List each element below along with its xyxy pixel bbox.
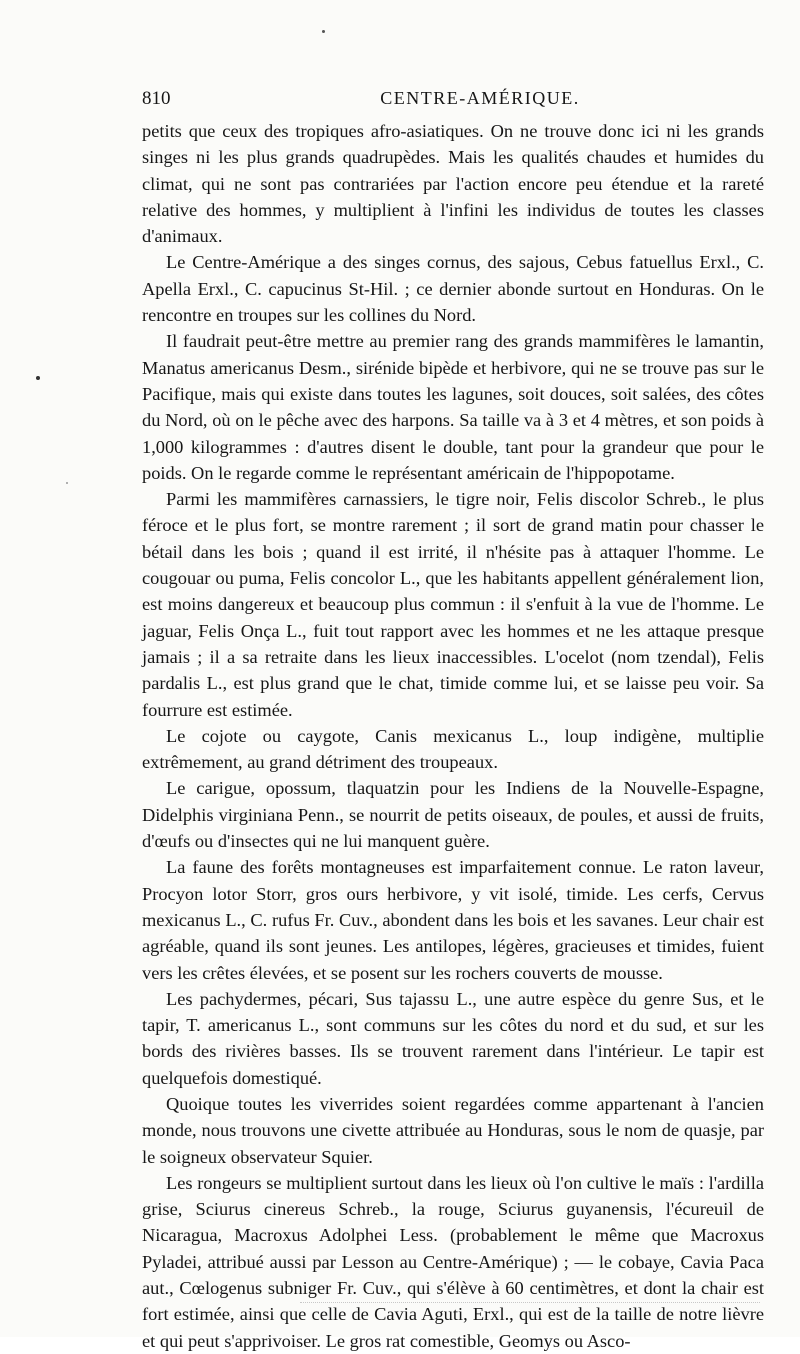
paragraph-viverrides: Quoique toutes les viverrides soient regardées comme appartenant à l'ancien monde, nous trouvons une civette attribuée au Honduras, sous le nom de quasje, par le soigneux observateur Squier. <box>142 1093 764 1167</box>
paragraph-carnassiers: Parmi les mammifères carnassiers, le tigre noir, Felis discolor Schreb., le plus féroce et le plus fort, se montre rarement ; il sort de grand matin pour chasser le bétail dans les bois ; quand il est irrité, il n'hésite pas à attaquer l'homme. Le cougouar ou puma, Felis concolor L., que les habitants appellent généralement lion, est moins dangereux et beaucoup plus commun : il s'enfuit à la vue de l'homme. Le jaguar, Felis Onça L., fuit tout rapport avec les hommes et ne les attaque presque jamais ; il a sa retraite dans les lieux inaccessibles. L'ocelot (nom tzendal), Felis pardalis L., est plus grand que le chat, timide comme lui, et se laisse peu voir. Sa fourrure est estimée. <box>142 489 764 720</box>
paragraph-carigue: Le carigue, opossum, tlaquatzin pour les Indiens de la Nouvelle-Espagne, Didelphis virginiana Penn., se nourrit de petits oiseaux, de poules, et aussi de fruits, d'œufs ou d'insectes qui ne lui manquent guère. <box>142 778 764 852</box>
paragraph-faune-forets: La faune des forêts montagneuses est imparfaitement connue. Le raton laveur, Procyon lotor Storr, gros ours herbivore, y vit isolé, timide. Les cerfs, Cervus mexicanus L., C. rufus Fr. Cuv., abondent dans les bois et les savanes. Leur chair est agréable, quand ils sont jeunes. Les antilopes, légères, gracieuses et timides, fuient vers les crêtes élevées, et se posent sur les rochers couverts de mousse. <box>142 857 764 983</box>
paragraph-rongeurs: Les rongeurs se multiplient surtout dans les lieux où l'on cultive le maïs : l'ardilla grise, Sciurus cinereus Schreb., la rouge, Sciurus guyanensis, l'écureuil de Nicaragua, Macroxus Adolphei Less. (probablement le même que Macroxus Pyladei, attribué aussi par Lesson au Centre-Amérique) ; — le cobaye, Cavia Paca aut., Cœlogenus subniger Fr. Cuv., qui s'élève à 60 centimètres, et dont la chair est fort estimée, ainsi que celle de Cavia Aguti, Erxl., qui est de la taille de notre lièvre et qui peut s'apprivoiser. Le gros rat comestible, Geomys ou Asco- <box>142 1172 764 1351</box>
print-speck <box>66 482 68 484</box>
running-title: CENTRE-AMÉRIQUE. <box>380 88 580 108</box>
page-header <box>142 88 762 114</box>
paragraph-cojote: Le cojote ou caygote, Canis mexicanus L., loup indigène, multiplie extrêmement, au grand détriment des troupeaux. <box>142 725 764 773</box>
print-speck <box>322 30 325 33</box>
paragraph-lamantin: Il faudrait peut-être mettre au premier rang des grands mammifères le lamantin, Manatus americanus Desm., sirénide bipède et herbivore, qui ne se trouve pas sur le Pacifique, mais qui existe dans toutes les lagunes, soit douces, soit salées, des côtes du Nord, où on le pêche avec des harpons. Sa taille va à 3 et 4 mètres, et son poids à 1,000 kilogrammes : d'autres disent le double, tant pour la grandeur que pour le poids. On le regarde comme le représentant américain de l'hippopotame. <box>142 331 764 483</box>
paragraph-pachydermes: Les pachydermes, pécari, Sus tajassu L., une autre espèce du genre Sus, et le tapir, T. americanus L., sont communs sur les côtes du nord et du sud, et sur les bords des rivières basses. Ils se trouvent rarement dans l'intérieur. Le tapir est quelquefois domestiqué. <box>142 988 764 1088</box>
page-number: 810 <box>142 88 171 109</box>
paragraph-continuation: petits que ceux des tropiques afro-asiatiques. On ne trouve donc ici ni les grands singes ni les plus grands quadrupèdes. Mais les qualités chaudes et humides du climat, qui ne sont pas contrariées par l'action encore peu étendue et la rareté relative des hommes, y multiplient à l'infini les individus de toutes les classes d'animaux. <box>142 121 764 247</box>
bleed-through-line <box>300 1302 760 1305</box>
paragraph-singes: Le Centre-Amérique a des singes cornus, des sajous, Cebus fatuellus Erxl., C. Apella Erxl., C. capucinus St-Hil. ; ce dernier abonde surtout en Honduras. On le rencontre en troupes sur les collines du Nord. <box>142 252 764 326</box>
body-text <box>142 118 764 1354</box>
print-speck <box>36 376 40 380</box>
